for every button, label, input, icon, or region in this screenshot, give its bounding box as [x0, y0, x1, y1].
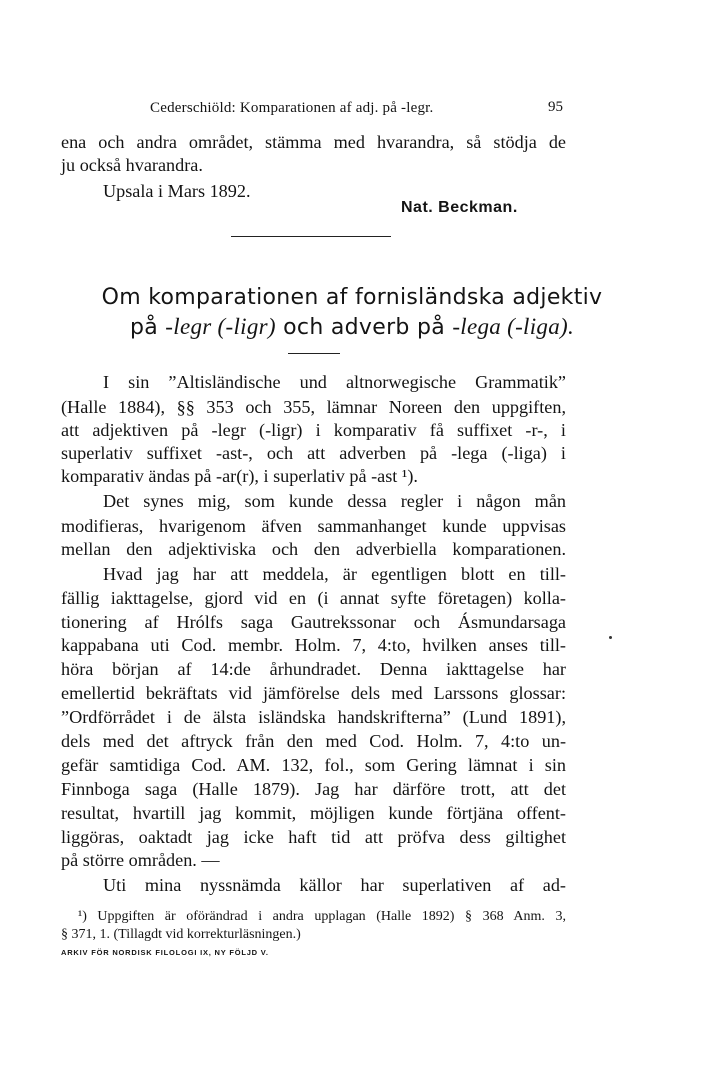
title-part-italic: -legr (-ligr) — [165, 314, 276, 339]
text-line: att adjektiven på -legr (-ligr) i komparativ få suffixet -r-, i — [61, 420, 566, 440]
text-line: fällig iakttagelse, gjord vid en (i annat syfte företagen) kolla- — [61, 588, 566, 608]
printer-signature: ARKIV FÖR NORDISK FILOLOGI IX, NY FÖLJD V. — [61, 948, 269, 957]
text-line: superlativ suffixet -ast-, och att adverben på -lega (-liga) i — [61, 443, 566, 463]
text-line: på större områden. — — [61, 850, 220, 870]
text-line: ju också hvarandra. — [61, 155, 203, 175]
author-signature: Nat. Beckman. — [401, 199, 518, 216]
text-line: resultat, hvartill jag kommit, möjligen kunde förtjäna offent- — [61, 803, 566, 823]
print-speck — [609, 636, 612, 639]
text-line: ena och andra området, stämma med hvarandra, så stödja de — [61, 132, 566, 152]
title-divider — [288, 353, 340, 354]
page-number: 95 — [548, 99, 563, 115]
text-line: Uti mina nyssnämda källor har superlativen af ad- — [103, 875, 566, 895]
text-line: Finnboga saga (Halle 1879). Jag har därföre trott, att det — [61, 779, 566, 799]
title-part-italic: -lega (-liga). — [452, 314, 575, 339]
article-title-line-2 — [40, 314, 664, 340]
section-divider — [231, 236, 391, 237]
text-line: höra början af 14:de århundradet. Denna iakttagelse har — [61, 659, 566, 679]
title-part: och adverb på — [283, 315, 446, 340]
text-line: mellan den adjektiviska och den adverbiella komparationen. — [61, 539, 566, 559]
text-line: liggöras, oaktadt jag icke haft tid att pröfva dess giltighet — [61, 827, 566, 847]
text-line: Det synes mig, som kunde dessa regler i någon mån — [103, 491, 566, 511]
text-line: komparativ ändas på -ar(r), i superlativ på -ast ¹). — [61, 466, 418, 486]
text-line: emellertid bekräftats vid jämförelse dels med Larssons glossar: — [61, 683, 566, 703]
place-date: Upsala i Mars 1892. — [103, 181, 251, 201]
text-line: ”Ordförrådet i de älsta isländska handskrifterna” (Lund 1891), — [61, 707, 566, 727]
running-head: Cederschiöld: Komparationen af adj. på -legr. — [150, 100, 434, 116]
text-line: I sin ”Altisländische und altnorwegische Grammatik” — [103, 372, 566, 392]
text-line: (Halle 1884), §§ 353 och 355, lämnar Noreen den uppgiften, — [61, 397, 566, 417]
article-title-line-1: Om komparationen af fornisländska adjektiv — [101, 285, 603, 310]
text-line: tionering af Hrólfs saga Gautrekssonar och Ásmundarsaga — [61, 612, 566, 632]
text-line: modifieras, hvarigenom äfven sammanhanget kunde uppvisas — [61, 516, 566, 536]
text-line: Hvad jag har att meddela, är egentligen blott en till- — [103, 564, 566, 584]
text-line: kappabana uti Cod. membr. Holm. 7, 4:to, hvilken anses till- — [61, 635, 566, 655]
footnote-line: ¹) Uppgiften är oförändrad i andra upplagan (Halle 1892) § 368 Anm. 3, — [78, 909, 566, 924]
text-line: gefär samtidiga Cod. AM. 132, fol., som Gering lämnat i sin — [61, 755, 566, 775]
text-line: dels med det aftryck från den med Cod. Holm. 7, 4:to un- — [61, 731, 566, 751]
title-part: på — [129, 315, 158, 340]
footnote-line: § 371, 1. (Tillagdt vid korrekturläsningen.) — [61, 927, 301, 942]
